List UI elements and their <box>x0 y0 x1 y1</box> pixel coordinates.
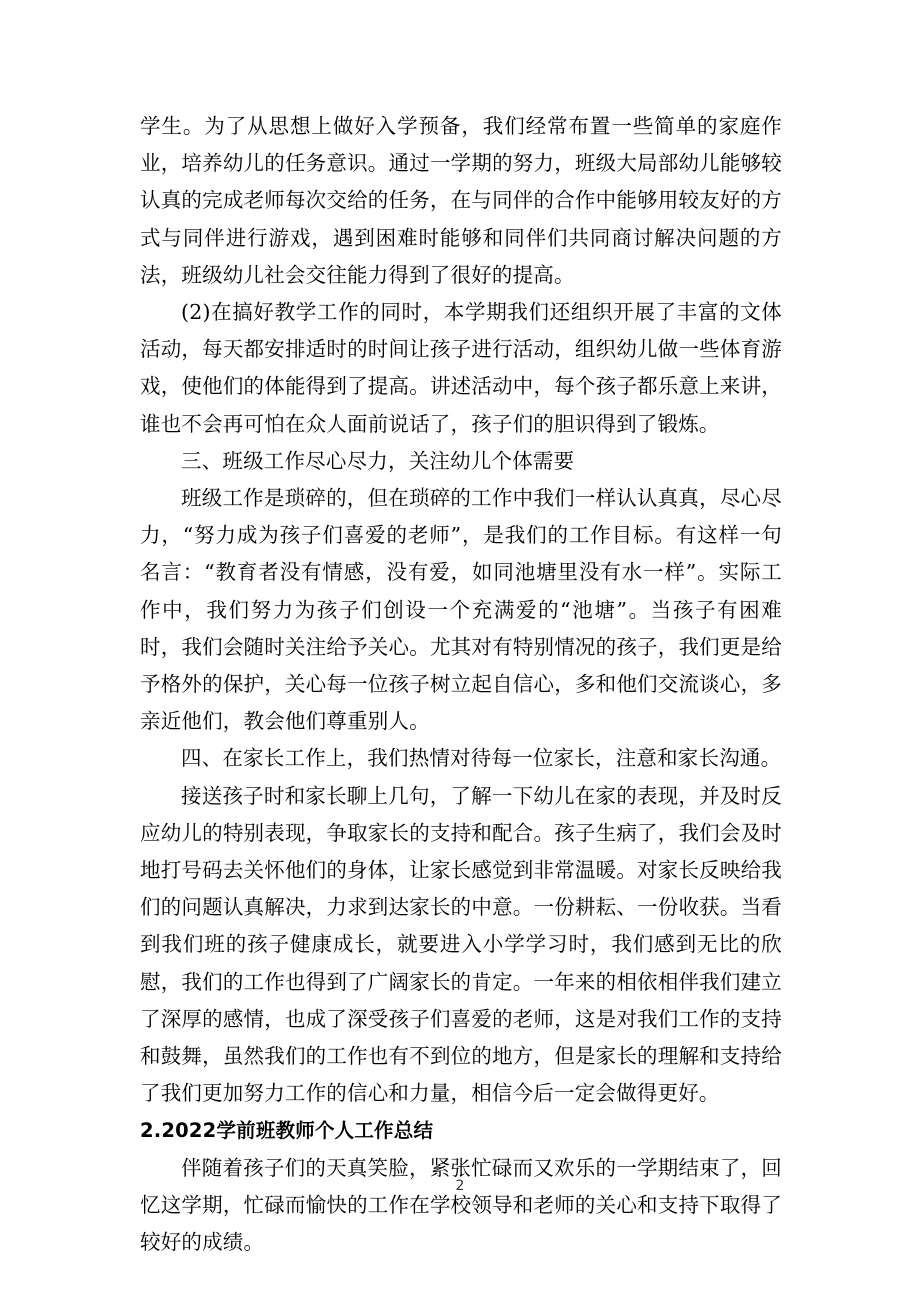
paragraph-parent-work: 接送孩子时和家长聊上几句，了解一下幼儿在家的表现，并及时反应幼儿的特别表现，争取家长的支持和配合。孩子生病了，我们会及时地打号码去关怀他们的身体，让家长感觉到非常温暖。对家长反映给我们的问题认真解决，力求到达家长的中意。一份耕耘、一份收获。当看到我们班的孩子健康成长，就要进入小学学习时，我们感到无比的欣慰，我们的工作也得到了广阔家长的肯定。一年来的相依相伴我们建立了深厚的感情，也成了深受孩子们喜爱的老师，这是对我们工作的支持和鼓舞，虽然我们的工作也有不到位的地方，但是家长的理解和支持给了我们更加努力工作的信心和力量，相信今后一定会做得更好。 <box>140 783 782 1106</box>
paragraph-continuation: 学生。为了从思想上做好入学预备，我们经常布置一些简单的家庭作业，培养幼儿的任务意识。通过一学期的努力，班级大局部幼儿能够较认真的完成老师每次交给的任务，在与同伴的合作中能够用较友好的方式与同伴进行游戏，遇到困难时能够和同伴们共同商讨解决问题的方法，班级幼儿社会交往能力得到了很好的提高。 <box>140 114 782 287</box>
section-title-class-work: 三、班级工作尽心尽力，关注幼儿个体需要 <box>181 448 575 473</box>
page-number: 2 <box>455 1178 465 1194</box>
paragraph-class-work: 班级工作是琐碎的，但在琐碎的工作中我们一样认认真真，尽心尽力，“努力成为孩子们喜爱的老师”，是我们的工作目标。有这样一句名言：“教育者没有情感，没有爱，如同池塘里没有水一样”。实际工作中，我们努力为孩子们创设一个充满爱的“池塘”。当孩子有困难时，我们会随时关注给予关心。尤其对有特别情况的孩子，我们更是给予格外的保护，关心每一位孩子树立起自信心，多和他们交流谈心，多亲近他们，教会他们尊重别人。 <box>140 486 782 734</box>
section-heading: 2.2022学前班教师个人工作总结 <box>140 1119 434 1143</box>
paragraph-cultural-activities: (2)在搞好教学工作的同时，本学期我们还组织开展了丰富的文体活动，每天都安排适时的时间让孩子进行活动，组织幼儿做一些体育游戏，使他们的体能得到了提高。讲述活动中，每个孩子都乐意上来讲，谁也不会再可怕在众人面前说话了，孩子们的胆识得到了锻炼。 <box>140 300 782 436</box>
paragraph-closing: 伴随着孩子们的天真笑脸，紧张忙碌而又欢乐的一学期结束了，回忆这学期，忙碌而愉快的工作在学校领导和老师的关心和支持下取得了较好的成绩。 <box>140 1155 782 1255</box>
document-body <box>140 108 782 1261</box>
section-title-parent-work: 四、在家长工作上，我们热情对待每一位家长，注意和家长沟通。 <box>181 746 782 771</box>
